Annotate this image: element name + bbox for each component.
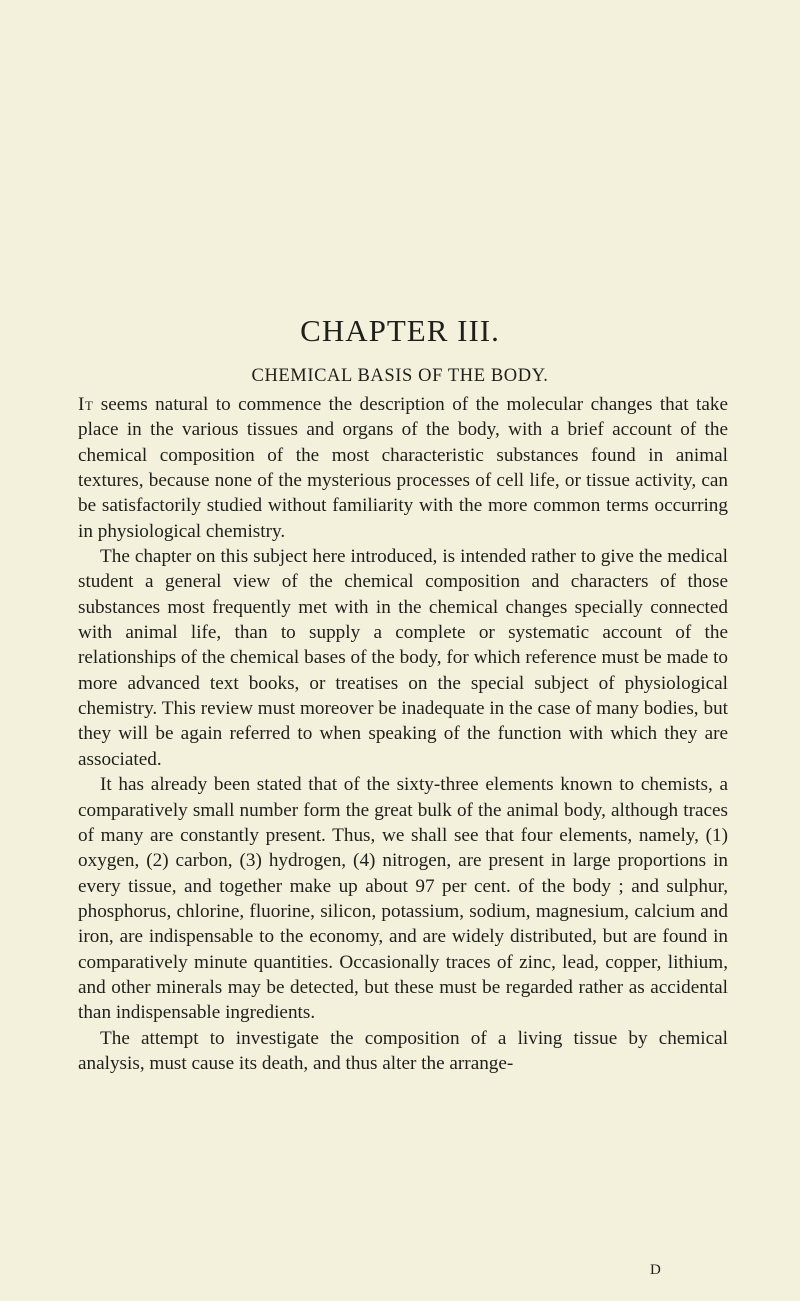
paragraph-1-text: seems natural to commence the description of the molecular changes that take place in the various tissues and organs of the body, with a brief account of the chemical composition of the most characteristic substances found in animal textures, because none of the mysterious processes of cell life, or tissue activity, can be satisfactorily studied without familiarity with the more common terms occurring in physiological chemistry. — [78, 394, 728, 542]
body-text — [78, 392, 728, 1076]
paragraph-1 — [78, 392, 728, 544]
chapter-heading: CHAPTER III. — [300, 313, 500, 348]
signature-mark: D — [650, 1262, 661, 1278]
paragraph-3: It has already been stated that of the sixty-three elements known to chemists, a comparatively small number form the great bulk of the animal body, although traces of many are constantly present. Thus, we shall see that four elements, namely, (1) oxygen, (2) carbon, (3) hydrogen, (4) nitrogen, are present in large proportions in every tissue, and together make up about 97 per cent. of the body ; and sulphur, phosphorus, chlorine, fluorine, silicon, potassium, sodium, magnesium, calcium and iron, are indispensable to the economy, and are widely distributed, but are found in comparatively minute quantities. Occasionally traces of zinc, lead, copper, lithium, and other minerals may be detected, but these must be regarded rather as accidental than indispensable ingredients. — [78, 774, 728, 1024]
chapter-subtitle: CHEMICAL BASIS OF THE BODY. — [251, 366, 549, 386]
paragraph-1-lead: It — [78, 394, 94, 415]
paragraph-2: The chapter on this subject here introduced, is intended rather to give the medical student a general view of the chemical composition and characters of those substances most frequently met with in the chemical changes specially connected with animal life, than to supply a complete or systematic account of the relationships of the chemical bases of the body, for which reference must be made to more advanced text books, or treatises on the special subject of physiological chemistry. This review must moreover be inadequate in the case of many bodies, but they will be again referred to when speaking of the function with which they are associated. — [78, 546, 728, 770]
paragraph-4: The attempt to investigate the composition of a living tissue by chemical analysis, must cause its death, and thus alter the arrange- — [78, 1027, 728, 1074]
